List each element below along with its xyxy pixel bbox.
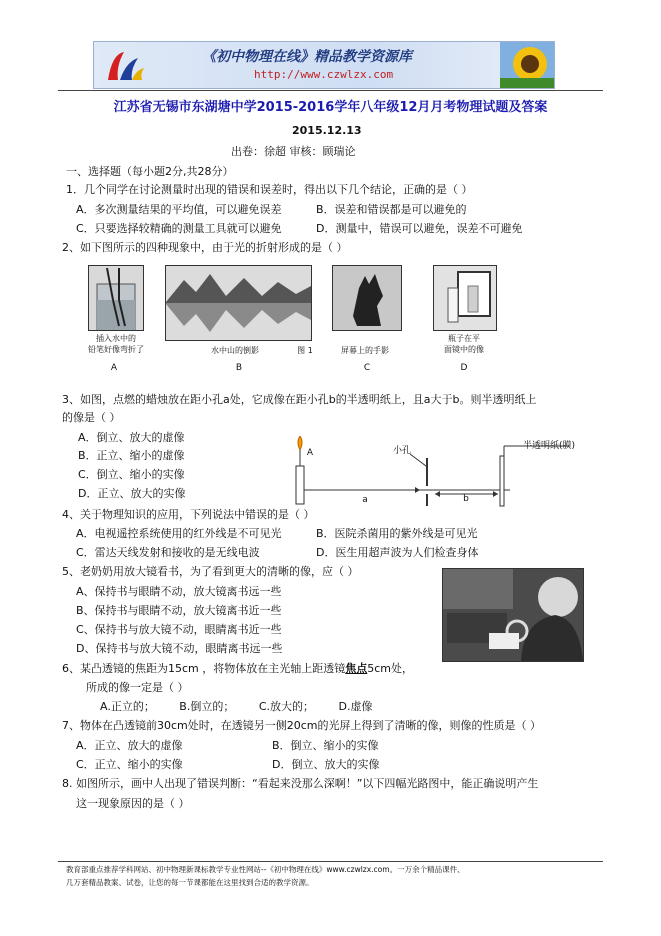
q3-option-a: A．倒立、放大的虚像 xyxy=(78,431,185,444)
q3-fig-paper-label: 半透明纸(膜) xyxy=(522,441,576,451)
q3-option-b: B．正立、缩小的虚像 xyxy=(78,449,185,462)
q2-label-d: D xyxy=(460,363,468,373)
banner-title: 《初中物理在线》精品教学资源库 xyxy=(202,49,412,65)
sunflower-icon xyxy=(500,42,554,88)
q4-option-b: B．医院杀菌用的紫外线是可见光 xyxy=(316,527,478,540)
q6-stem-focus: 焦点 xyxy=(345,662,368,675)
site-banner xyxy=(93,41,555,89)
exam-authors: 出卷：徐超 审核：顾瑞论 xyxy=(231,145,356,158)
q8-stem-line1: 8. 如图所示，画中人出现了错误判断：“看起来没那么深啊！”以下四幅光路图中，能正确说明产生 xyxy=(62,777,539,790)
header-rule xyxy=(58,90,603,91)
q3-fig-candle-label: A xyxy=(306,448,314,458)
q2-caption-a: 插入水中的 铅笔好像弯折了 xyxy=(88,334,144,354)
q2-caption-b: 水中山的倒影 xyxy=(211,346,259,355)
q5-option-c: C、保持书与放大镜不动，眼睛离书近一些 xyxy=(76,623,282,636)
q3-fig-a-label: a xyxy=(362,495,368,505)
q5-option-d: D、保持书与放大镜不动，眼睛离书远一些 xyxy=(76,642,283,655)
q2-label-c: C xyxy=(363,363,371,373)
exam-date: 2015.12.13 xyxy=(292,124,362,137)
q2-stem: 2、如下图所示的四种现象中，由于光的折射形成的是（ ） xyxy=(62,241,348,254)
footer-line1: 教育部重点推荐学科网站、初中物理新课标教学专业性网站--《初中物理在线》www.czwlzx.com。一万余个精品课件、 xyxy=(66,865,465,874)
footer-rule xyxy=(58,861,603,862)
footer-line2: 几万套精品教案、试卷，让您的每一节课都能在这里找到合适的教学资源。 xyxy=(66,878,314,887)
q1-option-a: A．多次测量结果的平均值，可以避免误差 xyxy=(76,203,282,216)
q3-option-c: C．倒立、缩小的实像 xyxy=(78,468,185,481)
q3-option-d: D．正立、放大的实像 xyxy=(78,487,186,500)
pencil-in-water-photo xyxy=(88,265,144,331)
q7-option-d: D．倒立、放大的实像 xyxy=(272,758,380,771)
q3-stem-line2: 的像是（ ） xyxy=(62,411,121,424)
document-title: 江苏省无锡市东湖塘中学2015-2016学年八年级12月月考物理试题及答案 xyxy=(113,100,548,115)
q4-option-c: C．雷达天线发射和接收的是无线电波 xyxy=(76,546,260,559)
q8-stem-line2: 这一现象原因的是（ ） xyxy=(76,797,190,810)
mountain-reflection-photo xyxy=(165,265,312,341)
q1-stem: 1．几个同学在讨论测量时出现的错误和误差时，得出以下几个结论，正确的是（ ） xyxy=(66,183,473,196)
q2-label-b: B xyxy=(235,363,243,373)
q1-option-d: D．测量中，错误可以避免，误差不可避免 xyxy=(316,222,523,235)
q7-stem: 7、物体在凸透镜前30cm处时，在透镜另一侧20cm的光屏上得到了清晰的像，则像的性质是（ ） xyxy=(62,719,542,732)
q2-figure-label: 图 1 xyxy=(297,346,313,355)
q6-stem-suffix: 5cm处， xyxy=(367,662,414,675)
q7-option-b: B．倒立、缩小的实像 xyxy=(272,739,379,752)
q1-option-b: B．误差和错误都是可以避免的 xyxy=(316,203,467,216)
q6-stem-prefix: 6、某凸透镜的焦距为15cm ，将物体放在主光轴上距透镜 xyxy=(62,662,346,675)
q5-option-b: B、保持书与眼睛不动，放大镜离书近一些 xyxy=(76,604,282,617)
q7-option-a: A．正立、放大的虚像 xyxy=(76,739,183,752)
q2-caption-d: 瓶子在平 面镜中的像 xyxy=(444,334,484,354)
q5-stem: 5、老奶奶用放大镜看书，为了看到更大的清晰的像，应（ ） xyxy=(62,565,359,578)
banner-url: http://www.czwlzx.com xyxy=(254,68,394,81)
q3-fig-b-label: b xyxy=(463,494,469,504)
q4-option-d: D．医生用超声波为人们检查身体 xyxy=(316,546,479,559)
q6-stem-line2: 所成的像一定是（ ） xyxy=(86,681,189,694)
q3-stem-line1: 3、如图，点燃的蜡烛放在距小孔a处，它成像在距小孔b的半透明纸上，且a大于b。则半透明纸上 xyxy=(62,393,537,406)
hand-shadow-photo xyxy=(332,265,402,331)
q6-stem xyxy=(62,662,413,676)
site-logo-icon xyxy=(102,46,148,84)
q4-option-a: A．电视遥控系统使用的红外线是不可见光 xyxy=(76,527,282,540)
q2-label-a: A xyxy=(110,363,118,373)
bottle-mirror-photo xyxy=(433,265,497,331)
q5-option-a: A、保持书与眼睛不动，放大镜离书远一些 xyxy=(76,585,282,598)
q2-caption-c: 屏幕上的手影 xyxy=(341,346,389,355)
q7-option-c: C．正立、缩小的实像 xyxy=(76,758,183,771)
q6-options: A.正立的； B.倒立的； C.放大的； D.虚像 xyxy=(100,700,373,713)
q3-fig-hole-label: 小孔 xyxy=(392,446,411,456)
q1-option-c: C．只要选择较精确的测量工具就可以避免 xyxy=(76,222,282,235)
q4-stem: 4、关于物理知识的应用，下列说法中错误的是（ ） xyxy=(62,508,315,521)
grandma-magnifier-photo xyxy=(442,568,584,662)
section-heading: 一、选择题（每小题2分,共28分） xyxy=(66,165,234,178)
